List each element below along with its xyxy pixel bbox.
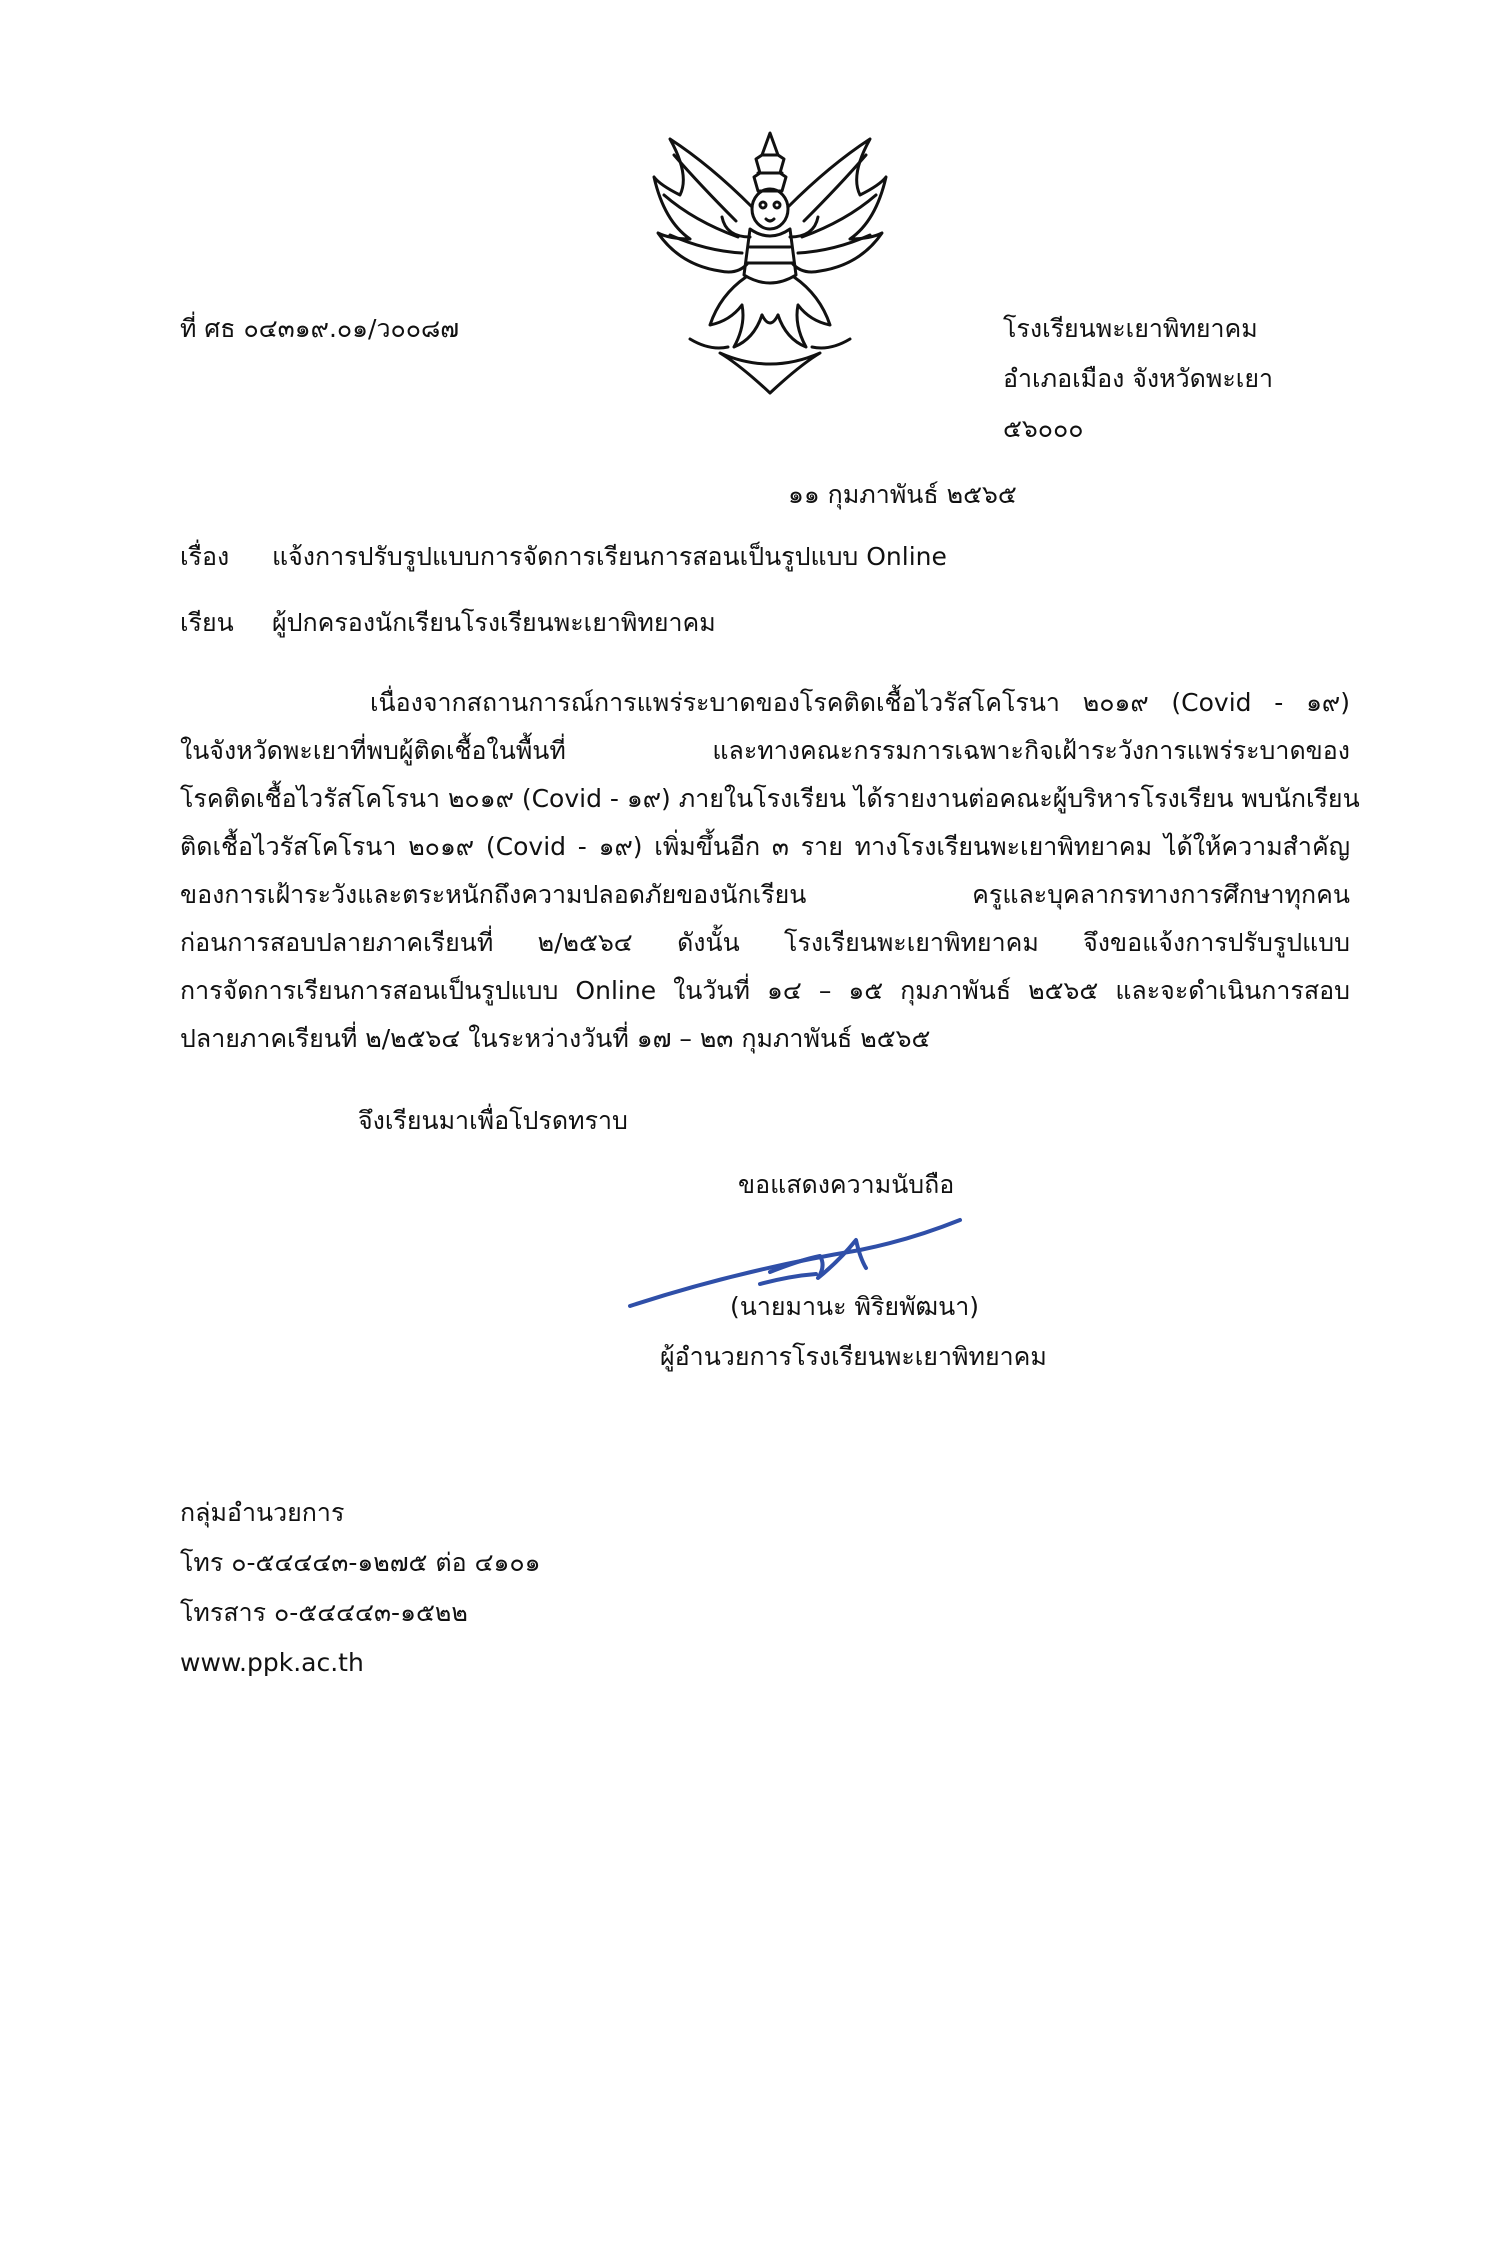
letter-date: ๑๑ กุมภาพันธ์ ๒๕๖๕: [788, 480, 1017, 509]
body-line: ปลายภาคเรียนที่ ๒/๒๕๖๔ ในระหว่างวันที่ ๑๗ – ๒๓ กุมภาพันธ์ ๒๕๖๕: [180, 1024, 931, 1053]
footer-phone: โทร ๐-๕๔๔๔๓-๑๒๗๕ ต่อ ๔๑๐๑: [180, 1548, 541, 1577]
body-line: โรคติดเชื้อไวรัสโคโรนา ๒๐๑๙ (Covid - ๑๙) ภายในโรงเรียน ได้รายงานต่อคณะผู้บริหารโรงเรียน พบนักเรียน: [180, 784, 1360, 813]
signer-title: ผู้อำนวยการโรงเรียนพะเยาพิทยาคม: [660, 1342, 1047, 1371]
body-line: ติดเชื้อไวรัสโคโรนา ๒๐๑๙ (Covid - ๑๙) เพิ่มขึ้นอีก ๓ ราย ทางโรงเรียนพะเยาพิทยาคม ได้ให้ความสำคัญ: [180, 832, 1350, 861]
body-line: ในจังหวัดพะเยาที่พบผู้ติดเชื้อในพื้นที่ และทางคณะกรรมการเฉพาะกิจเฝ้าระวังการแพร่ระบาดของ: [180, 736, 1350, 765]
to-text: ผู้ปกครองนักเรียนโรงเรียนพะเยาพิทยาคม: [272, 608, 716, 637]
school-name: โรงเรียนพะเยาพิทยาคม: [1003, 314, 1258, 343]
body-line: เนื่องจากสถานการณ์การแพร่ระบาดของโรคติดเชื้อไวรัสโคโรนา ๒๐๑๙ (Covid - ๑๙): [370, 688, 1350, 717]
signer-name: (นายมานะ พิริยพัฒนา): [730, 1292, 980, 1321]
reference-number: ที่ ศธ ๐๔๓๑๙.๐๑/ว๐๐๘๗: [180, 314, 460, 343]
footer-website: www.ppk.ac.th: [180, 1648, 364, 1677]
subject-label: เรื่อง: [180, 542, 230, 571]
to-label: เรียน: [180, 608, 234, 637]
body-line: การจัดการเรียนการสอนเป็นรูปแบบ Online ในวันที่ ๑๔ – ๑๕ กุมภาพันธ์ ๒๕๖๕ และจะดำเนินการสอบ: [180, 976, 1350, 1005]
garuda-emblem-icon: [650, 125, 890, 395]
body-line: ของการเฝ้าระวังและตระหนักถึงความปลอดภัยของนักเรียน ครูและบุคลากรทางการศึกษาทุกคน: [180, 880, 1350, 909]
footer-fax: โทรสาร ๐-๕๔๔๔๓-๑๕๒๒: [180, 1598, 468, 1627]
closing-line: จึงเรียนมาเพื่อโปรดทราบ: [358, 1106, 628, 1135]
subject-text: แจ้งการปรับรูปแบบการจัดการเรียนการสอนเป็นรูปแบบ Online: [272, 542, 947, 571]
footer-department: กลุ่มอำนวยการ: [180, 1498, 345, 1527]
school-postcode: ๕๖๐๐๐: [1003, 414, 1084, 443]
body-line: ก่อนการสอบปลายภาคเรียนที่ ๒/๒๕๖๔ ดังนั้น โรงเรียนพะเยาพิทยาคม จึงขอแจ้งการปรับรูปแบบ: [180, 928, 1350, 957]
school-district: อำเภอเมือง จังหวัดพะเยา: [1003, 364, 1274, 393]
regards: ขอแสดงความนับถือ: [738, 1170, 955, 1199]
